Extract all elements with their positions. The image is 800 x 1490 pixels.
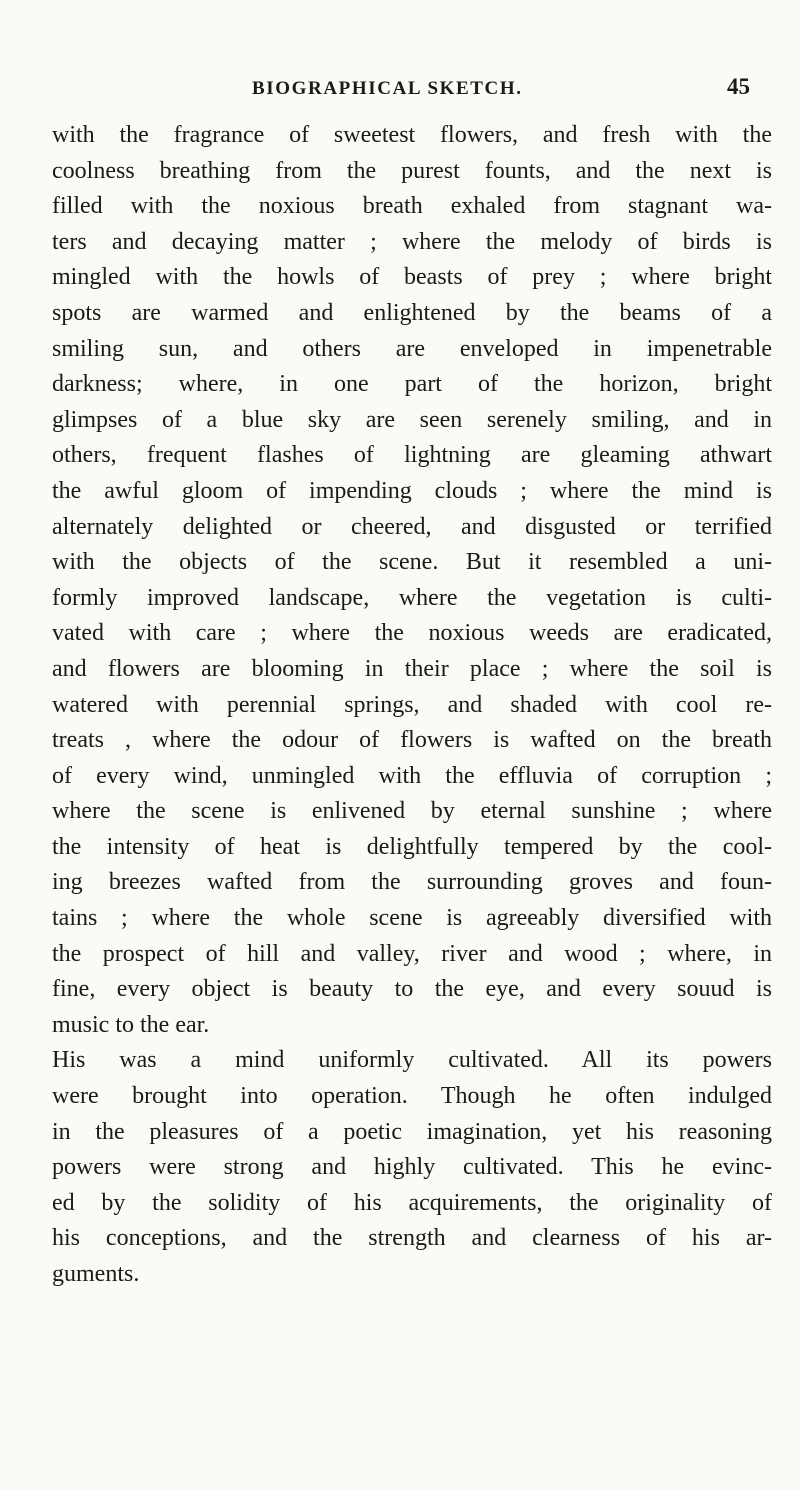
text-line: filled with the noxious breath exhaled from stagnant wa- <box>52 193 772 220</box>
text-line: darkness; where, in one part of the horizon, bright <box>52 371 772 398</box>
running-head: BIOGRAPHICAL SKETCH. <box>252 78 523 99</box>
text-line: watered with perennial springs, and shaded with cool re- <box>52 691 772 718</box>
page-header <box>0 74 800 108</box>
text-line: the awful gloom of impending clouds ; where the mind is <box>52 477 772 504</box>
text-line: spots are warmed and enlightened by the beams of a <box>52 299 772 326</box>
text-line: where the scene is enlivened by eternal sunshine ; where <box>52 798 772 825</box>
text-line: were brought into operation. Though he often indulged <box>52 1083 772 1110</box>
text-line: guments. <box>52 1261 140 1287</box>
page-number: 45 <box>727 74 750 99</box>
text-line: the intensity of heat is delightfully tempered by the cool- <box>52 833 772 860</box>
text-line: music to the ear. <box>52 1011 210 1038</box>
text-line: powers were strong and highly cultivated. This he evinc- <box>52 1154 772 1181</box>
text-line: ed by the solidity of his acquirements, the originality of <box>52 1189 772 1216</box>
text-line: mingled with the howls of beasts of prey ; where bright <box>52 264 772 291</box>
text-line: tains ; where the whole scene is agreeably diversified with <box>52 905 772 932</box>
text-line: others, frequent flashes of lightning are gleaming athwart <box>52 442 772 469</box>
text-line: of every wind, unmingled with the effluvia of corruption ; <box>52 762 772 789</box>
text-line: His was a mind uniformly cultivated. All its powers <box>52 1047 772 1074</box>
text-line: in the pleasures of a poetic imagination, yet his reasoning <box>52 1118 772 1145</box>
text-line: his conceptions, and the strength and clearness of his ar- <box>52 1225 772 1252</box>
text-line: with the fragrance of sweetest flowers, and fresh with the <box>52 122 772 148</box>
text-line: with the objects of the scene. But it resembled a uni- <box>52 549 772 576</box>
text-line: vated with care ; where the noxious weeds are eradicated, <box>52 620 772 647</box>
text-line: treats , where the odour of flowers is wafted on the breath <box>52 727 772 754</box>
text-line: smiling sun, and others are enveloped in impenetrable <box>52 335 772 362</box>
body-text <box>52 118 772 1293</box>
text-line: ing breezes wafted from the surrounding groves and foun- <box>52 869 772 896</box>
text-line: coolness breathing from the purest founts, and the next is <box>52 157 772 184</box>
text-line: ters and decaying matter ; where the melody of birds is <box>52 228 772 255</box>
text-line: the prospect of hill and valley, river and wood ; where, in <box>52 940 772 967</box>
text-line: alternately delighted or cheered, and disgusted or terrified <box>52 513 772 540</box>
text-line: glimpses of a blue sky are seen serenely smiling, and in <box>52 406 772 433</box>
text-line: and flowers are blooming in their place ; where the soil is <box>52 655 772 682</box>
text-line: fine, every object is beauty to the eye, and every souud is <box>52 976 772 1003</box>
text-line: formly improved landscape, where the vegetation is culti- <box>52 584 772 611</box>
